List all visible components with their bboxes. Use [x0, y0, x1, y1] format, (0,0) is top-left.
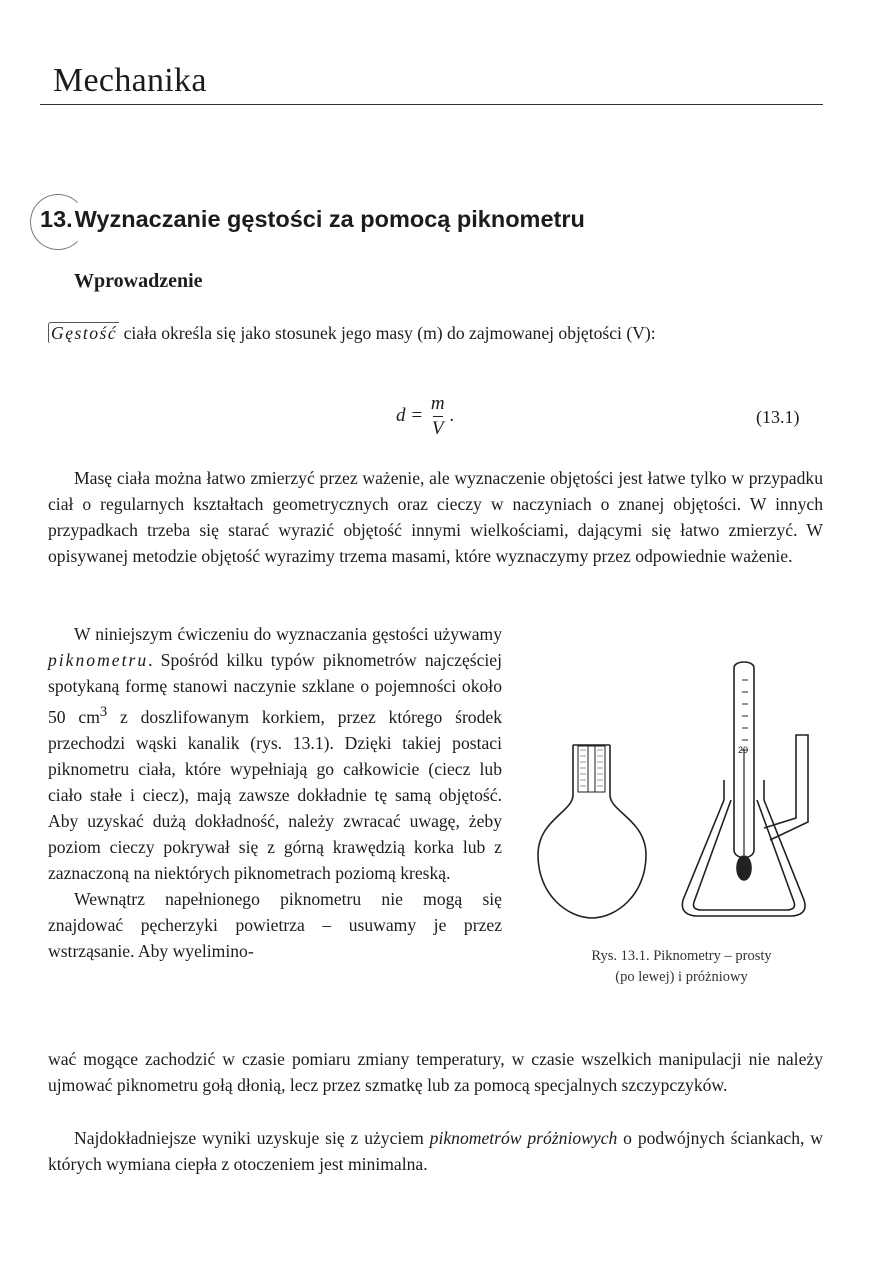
page-header: Mechanika [53, 62, 207, 99]
pycnometers-illustration [528, 650, 828, 930]
paragraph-temperature: wać mogące zachodzić w czasie pomiaru zmiany temperatury, w czasie wszelkich manipulacji nie należy ujmować piknometru gołą dłonią, lecz przez szmatkę lub za pomocą specjalnych szczypczyków. [48, 1049, 823, 1095]
formula-numerator: m [430, 393, 445, 414]
term-density: Gęstość [48, 322, 119, 344]
thermometer-scale [741, 680, 748, 750]
thermometer-label: 20 [738, 745, 749, 755]
chapter-title-text: Wyznaczanie gęstości za pomocą piknometru [74, 206, 585, 232]
chapter-number: 13. [36, 204, 75, 235]
vacuum-pycnometer [682, 662, 808, 916]
formula-lhs: d = [396, 404, 424, 426]
term-vacuum-pycnometers: piknometrów próżniowych [429, 1128, 618, 1148]
paragraph-mass: Masę ciała można łatwo zmierzyć przez ważenie, ale wyznaczenie objętości jest łatwe tylko w przypadku ciał o regularnych kształtach geometrycznych oraz cieczy w naczyniach o znanej objętości. W innych przypadkach trzeba się starać wyrazić objętość innymi wielkościami, dającymi się łatwo zmierzyć. W opisywanej metodzie objętość wyrazimy trzema masami, które wyznaczymy przez odpowiednie ważenie. [48, 468, 823, 566]
section-title: Wprowadzenie [74, 270, 203, 292]
formula-trail: . [449, 404, 455, 426]
paragraph-vacuum: Najdokładniejsze wyniki uzyskuje się z użyciem piknometrów próżniowych o podwójnych ściankach, w których wymiana ciepła z otoczeniem jest minimalna. [48, 1128, 823, 1174]
caption-line-1: Rys. 13.1. Piknometry – prosty [591, 948, 772, 964]
superscript-3: 3 [99, 704, 108, 720]
paragraph-bubbles: Wewnątrz napełnionego piknometru nie mogą się znajdować pęcherzyki powietrza – usuwamy je przez wstrząsanie. Aby wyelimino- [48, 888, 502, 961]
chapter-title [36, 204, 585, 235]
equation-number: (13.1) [756, 407, 800, 427]
hand-drawn-circle [30, 194, 86, 250]
formula-density [396, 392, 454, 441]
intro-paragraph [48, 320, 823, 346]
formula-fraction [431, 392, 445, 441]
term-pycnometer: piknometru [48, 650, 149, 670]
caption-line-2: (po lewej) i próżniowy [615, 969, 748, 985]
paragraph-pycnometer: W niniejszym ćwiczeniu do wyznaczania gęstości używamy piknometru. Spośród kilku typów piknometrów najczęściej spotykaną formę stanowi naczynie szklane o pojemności około 50 $cm^3$ z doszlifowanym korkiem, przez którego środek przechodzi wąski kanalik (rys. 13.1). Dzięki takiej postaci piknometru ciała, które wypełniają go całkowicie (ciecz lub ciało stałe i ciecz), mają zawsze dokładnie tę samą objętość. Aby uzyskać dużą dokładność, należy zwracać uwagę, żeby poziom cieczy pokrywał się z górną krawędzią korka lub z zaznaczoną na niektórych piknometrach poziomą kreską. Wewnątrz napełnionego piknometru nie mogą się znajdować pęcherzyki powietrza – usuwamy je przez wstrząsanie. Aby wyelimino- [48, 621, 502, 964]
intro-text: ciała określa się jako stosunek jego masy (m) do zajmowanej objętości (V): [119, 323, 656, 343]
figure-pycnometers [528, 650, 828, 935]
simple-pycnometer [538, 745, 646, 918]
header-rule [40, 104, 823, 105]
formula-denominator: V [431, 418, 444, 439]
figure-caption [540, 946, 823, 988]
